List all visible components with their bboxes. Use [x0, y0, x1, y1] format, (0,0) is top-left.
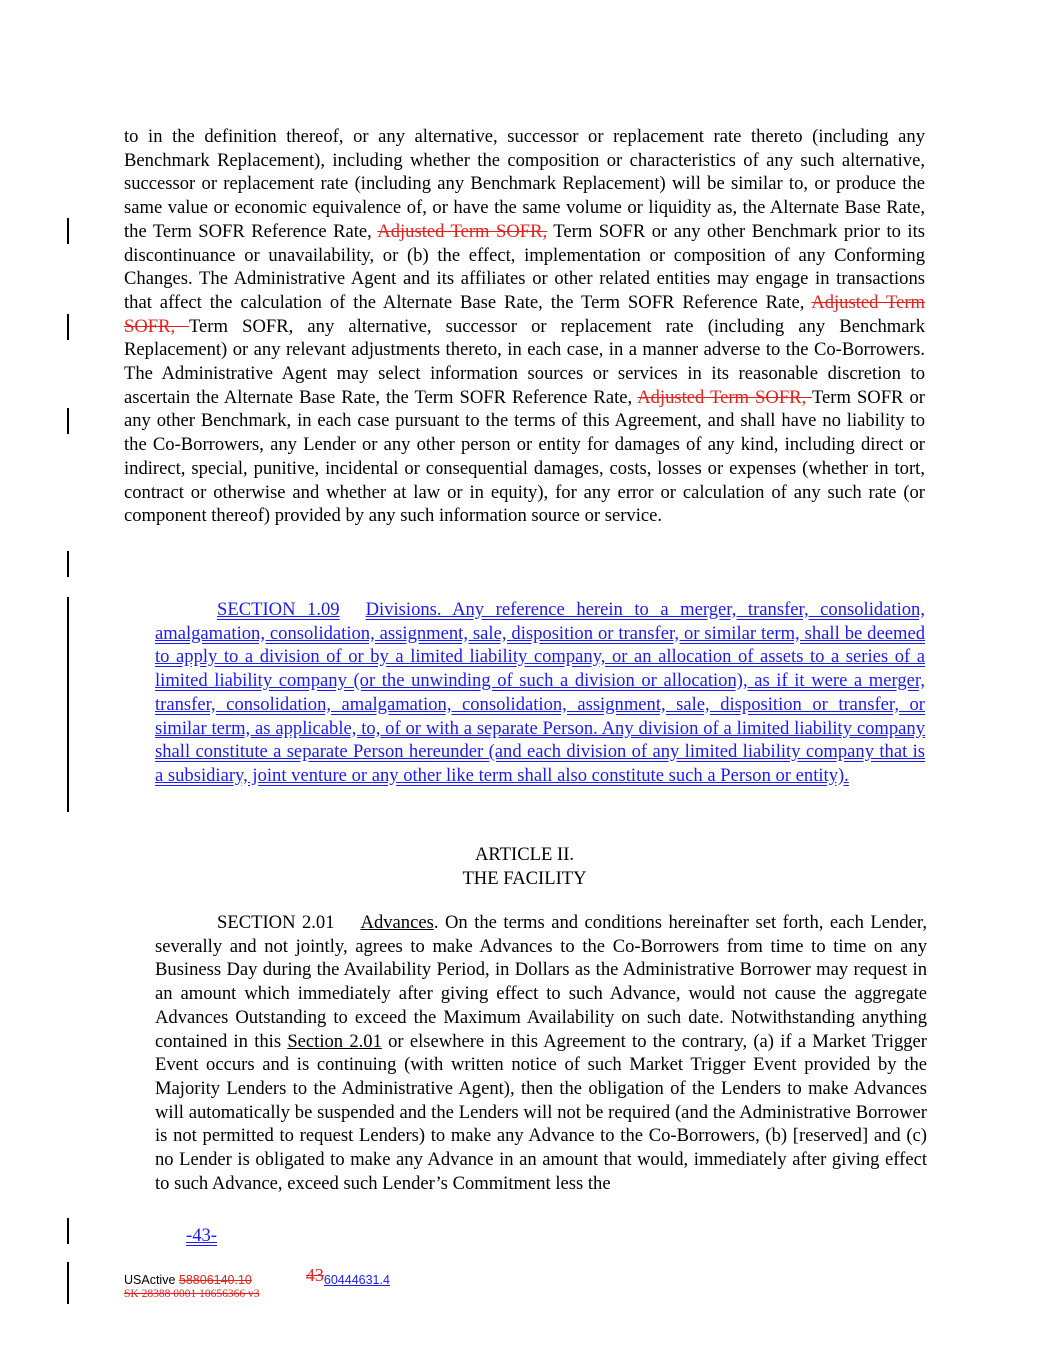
change-bar	[67, 408, 69, 434]
article-name: THE FACILITY	[462, 867, 587, 889]
section-heading: SECTION 2.01	[217, 912, 335, 933]
section-reference-link[interactable]: Section 2.01	[287, 1030, 382, 1052]
paragraph-text: Term SOFR, any alternative, successor or replacement rate (including any Benchmark Replacement) or any relevant adjustments thereto, in each case, in a manner adverse to the Co-Borrowers. The Administrative Agent may select information sources or services in its reasonable discretion to ascertain the Alternate Base Rate, the Term SOFR Reference Rate,	[124, 315, 925, 408]
change-bar	[67, 597, 69, 812]
body-paragraph	[124, 125, 925, 528]
footer-old-sk	[124, 1288, 259, 1300]
section-1-09	[155, 598, 925, 788]
paragraph-text: to in the definition thereof, or any alternative, successor or replacement rate thereto (including any Benchmark Replacement), including whether the composition or characteristics of any such alternative, successor or replacement rate (including any Benchmark Replacement) will be similar to, or produce the same value or economic equivalence of, or have the same volume or liquidity as, the Alternate Base Rate, the Term SOFR Reference Rate,	[124, 126, 925, 242]
footer-old-sk-text: SK 28388 0001 10656366 v3	[124, 1288, 260, 1300]
deleted-text: Adjusted Term SOFR,	[124, 291, 925, 337]
deleted-text: Adjusted Term SOFR,	[377, 220, 548, 242]
deleted-text: Adjusted Term SOFR,	[637, 386, 812, 408]
section-2-01	[155, 911, 927, 1195]
section-title: Advances	[360, 912, 434, 933]
change-bar	[67, 551, 69, 577]
change-bar	[67, 1218, 69, 1244]
article-number: ARTICLE II.	[474, 844, 575, 865]
section-body: or elsewhere in this Agreement to the contrary, (a) if a Market Trigger Event occurs and is continuing (with written notice of such Market Trigger Event provided by the Majority Lenders to the Administrative Agent), then the obligation of the Lenders to make Advances will automatically be suspended and the Lenders will not be required (and the Administrative Borrower is not permitted to request Lenders) to make any Advance to the Co-Borrowers, (b) [reserved] and (c) no Lender is obligated to make any Advance in an amount that would, immediately after giving effect to such Advance, exceed such Lender’s Commitment less the	[155, 1030, 927, 1194]
paragraph-text: Term SOFR or any other Benchmark prior to its discontinuance or unavailability, or (b) the effect, implementation or composition of any Conforming Changes. The Administrative Agent and its affiliates or other related entities may engage in transactions that affect the calculation of the Alternate Base Rate, the Term SOFR Reference Rate,	[124, 220, 925, 313]
change-bar	[67, 218, 69, 244]
footer-prefix: USActive	[124, 1273, 179, 1287]
footer-old-page: 43	[305, 1265, 324, 1285]
section-body: Divisions. Any reference herein to a merger, transfer, consolidation, amalgamation, consolidation, assignment, sale, disposition or transfer, or similar term, shall be deemed to apply to a division of or by a limited liability company, or an allocation of assets to a series of a limited liability company (or the unwinding of such a division or allocation), as if it were a merger, transfer, consolidation, amalgamation, consolidation, assignment, sale, disposition or transfer, or similar term, as applicable, to, of or with a separate Person. Any division of a limited liability company shall constitute a separate Person hereunder (and each division of any limited liability company that is a subsidiary, joint venture or any other like term shall also constitute such a Person or entity).	[155, 599, 925, 786]
change-bar	[67, 1262, 69, 1304]
article-title	[124, 843, 925, 890]
footer-doc-id	[124, 1265, 390, 1289]
section-body: . On the terms and conditions hereinafter set forth, each Lender, severally and not jointly, agrees to make Advances to the Co-Borrowers from time to time on any Business Day during the Availability Period, in Dollars as the Administrative Borrower may request in an amount which immediately after giving effect to such Advance, would not cause the aggregate Advances Outstanding to exceed the Maximum Availability on such date. Notwithstanding anything contained in this	[155, 912, 927, 1052]
footer-old-doc: 58806140.10	[178, 1273, 252, 1287]
paragraph-text: Term SOFR or any other Benchmark, in each case pursuant to the terms of this Agreement, and shall have no liability to the Co-Borrowers, any Lender or any other person or entity for damages of any kind, including direct or indirect, special, punitive, incidental or consequential damages, costs, losses or expenses (whether in tort, contract or otherwise and whether at law or in equity), for any error or calculation of any such rate (or component thereof) provided by any such information source or service.	[124, 386, 926, 527]
change-bar	[67, 314, 69, 340]
page-number-text: -43-	[186, 1225, 217, 1246]
footer-new-doc: 60444631.4	[323, 1273, 390, 1287]
section-heading: SECTION 1.09	[217, 599, 340, 620]
page-number	[124, 1224, 221, 1247]
